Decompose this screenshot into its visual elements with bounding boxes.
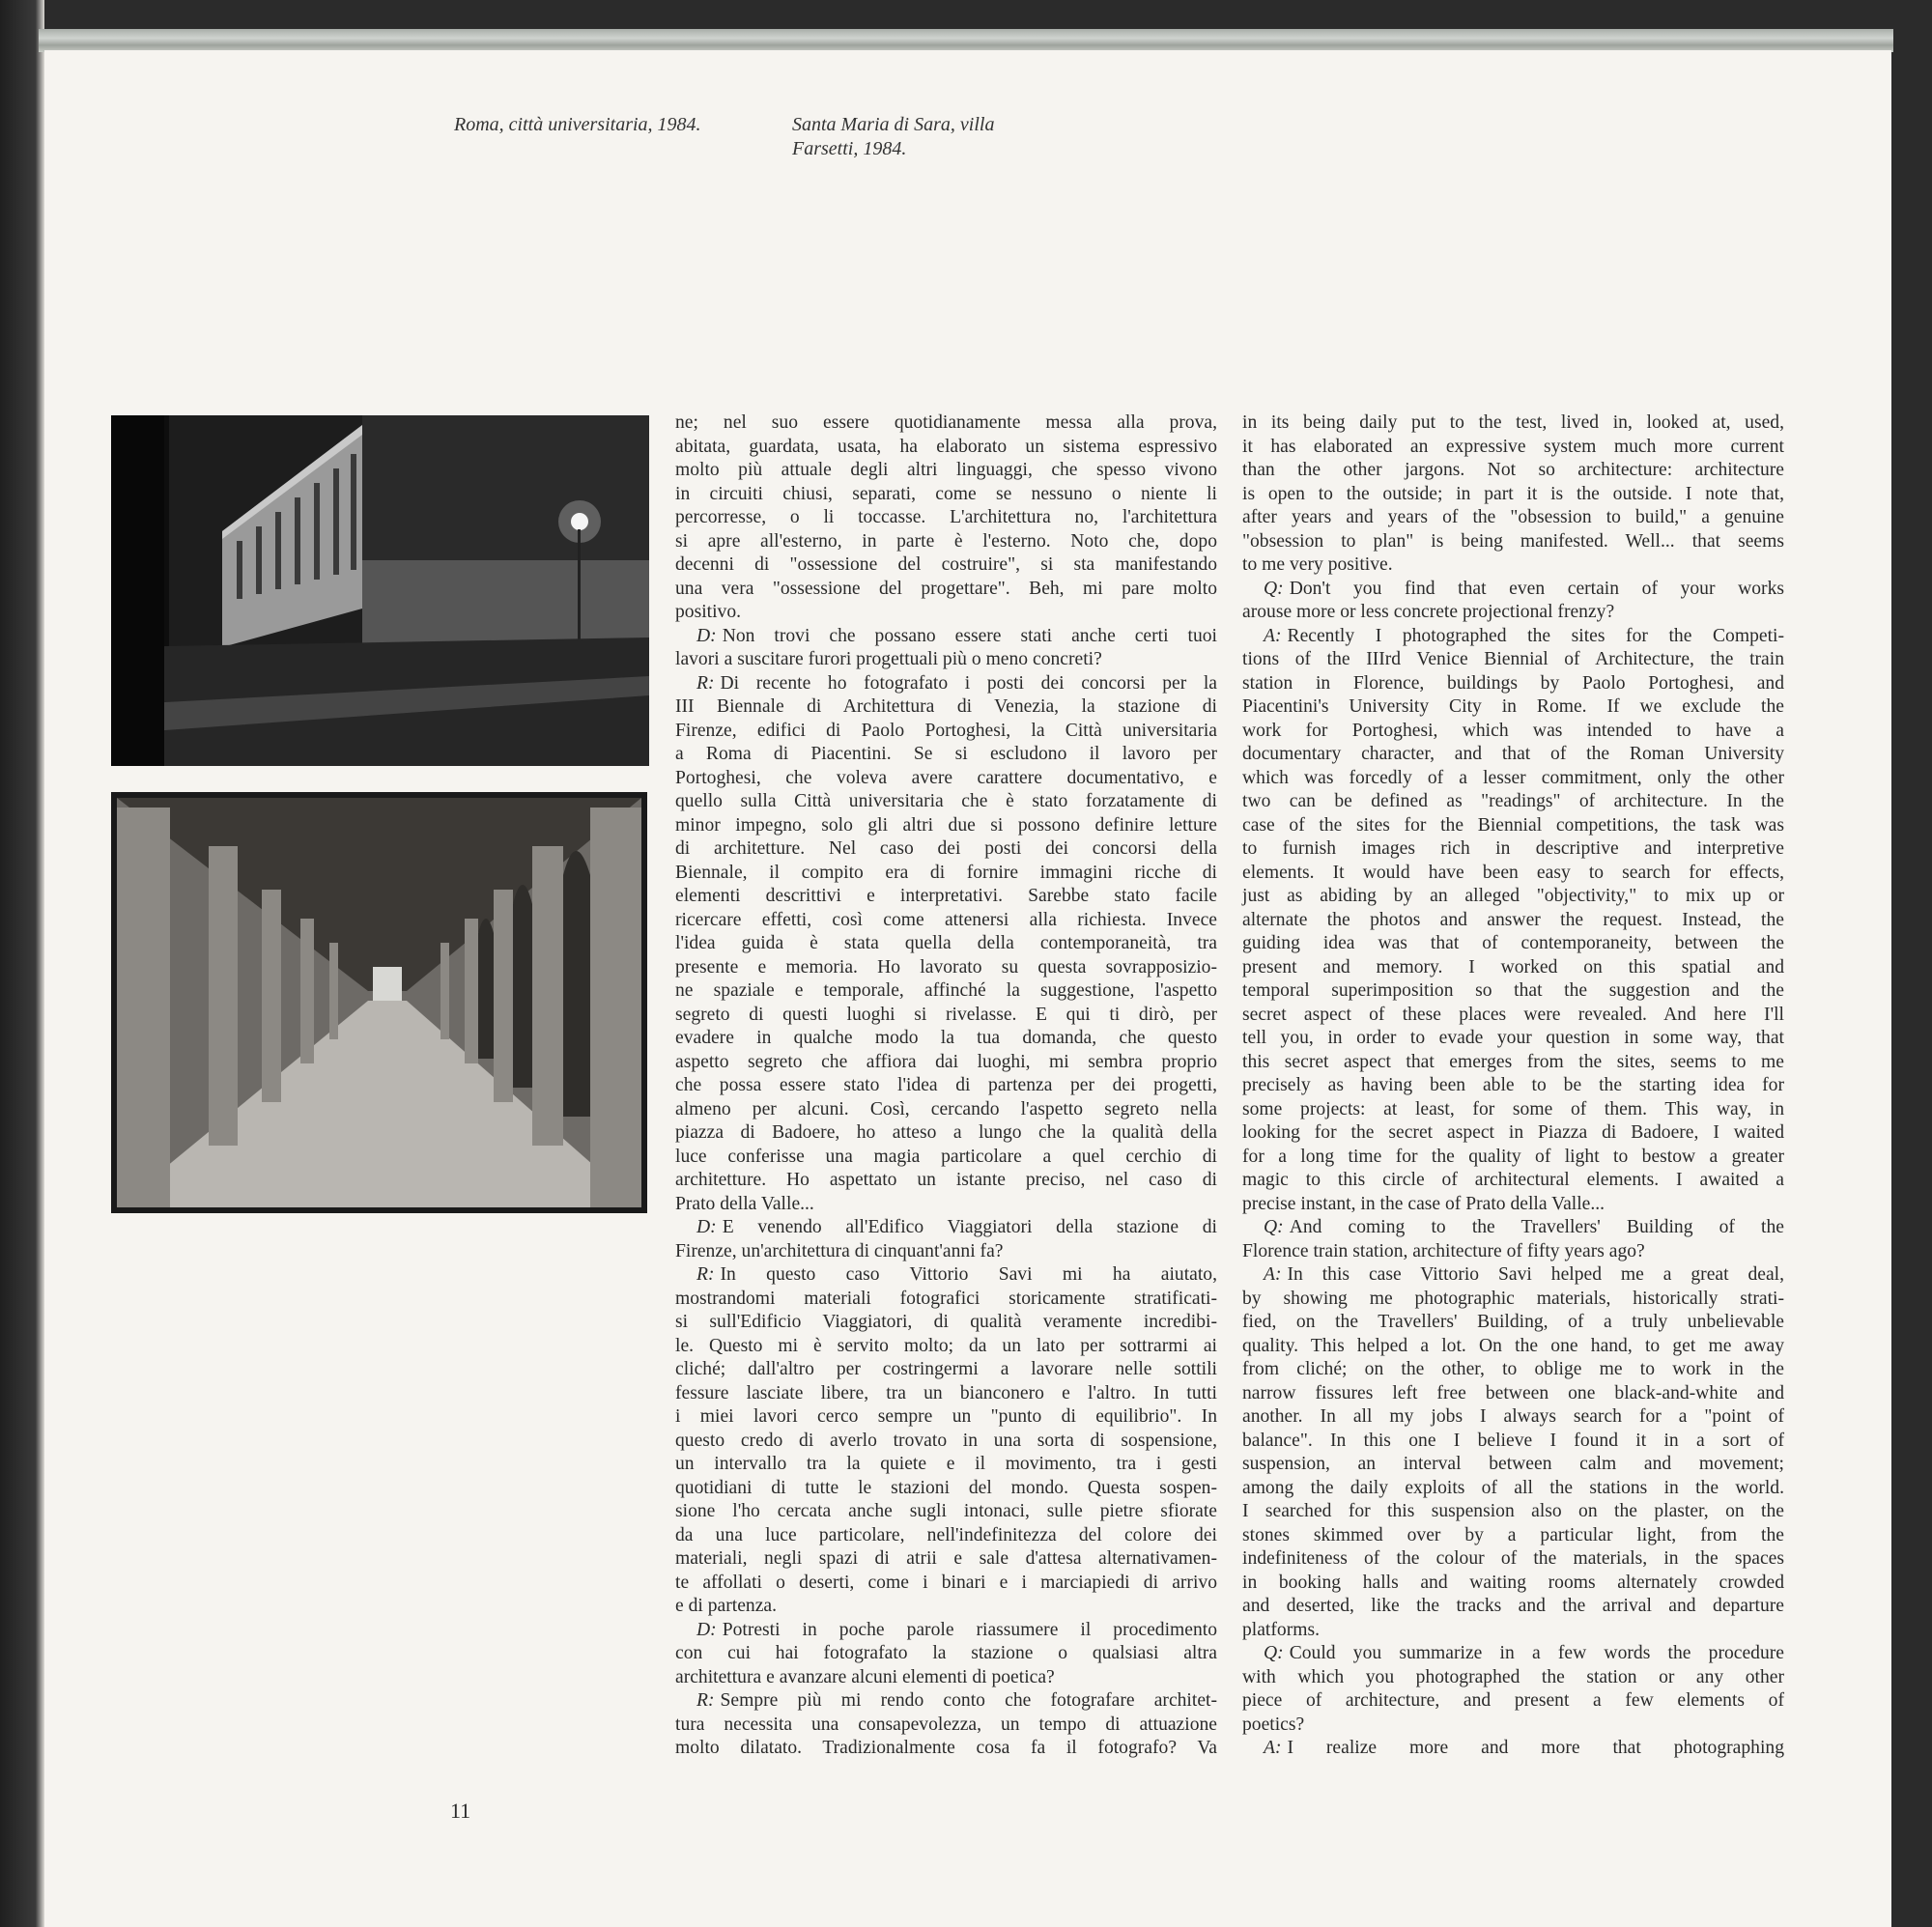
text-line — [675, 790, 1217, 814]
text-line — [675, 1642, 1217, 1666]
line-text: in circuiti chiusi, separati, come se nessuno o niente li — [675, 483, 1217, 504]
text-line — [1242, 1714, 1784, 1738]
text-line — [675, 648, 1217, 672]
line-text: si apre all'esterno, in parte è l'esterno. Noto che, dopo — [675, 530, 1217, 552]
text-line — [675, 956, 1217, 980]
line-text: quotidiani di tutte le stazioni del mondo. Questa sospen- — [675, 1477, 1217, 1498]
text-line — [1242, 720, 1784, 744]
text-line — [675, 814, 1217, 838]
line-text: fied, on the Travellers' Building, of a truly unbelievable — [1242, 1312, 1784, 1332]
line-text: for a long time for the quality of light to bestow a greater — [1242, 1146, 1784, 1167]
line-text: this secret aspect that emerges from the sites, seems to me — [1242, 1051, 1784, 1072]
caption-santa-maria-line2: Farsetti, 1984. — [792, 138, 907, 159]
line-text: di architetture. Nel caso dei posti dei concorsi della — [675, 838, 1217, 859]
text-line — [1242, 1263, 1784, 1288]
text-line — [675, 625, 1217, 649]
line-text: to furnish images rich in descriptive and interpretive — [1242, 838, 1784, 859]
line-text: III Biennale di Architettura di Venezia, la stazione di — [675, 696, 1217, 717]
line-text: Piacentini's University City in Rome. If we exclude the — [1242, 696, 1784, 717]
text-line — [675, 932, 1217, 956]
text-line — [1242, 506, 1784, 530]
line-text: Prato della Valle... — [675, 1193, 814, 1214]
text-line — [675, 1619, 1217, 1643]
line-text: documentary character, and that of the Roman University — [1242, 744, 1784, 764]
line-text: aspetto segreto che affiora dai luoghi, mi sembra proprio — [675, 1051, 1217, 1072]
line-text: Firenze, edifici di Paolo Portoghesi, la Città universitaria — [675, 720, 1217, 741]
text-line — [675, 1595, 1217, 1619]
text-line — [1242, 1004, 1784, 1028]
line-text: piazza di Badoere, ho atteso a lungo che la qualità della — [675, 1122, 1217, 1143]
line-text: da una luce particolare, nell'indefinitezza del colore dei — [675, 1524, 1217, 1545]
text-line — [1242, 625, 1784, 649]
line-text: una vera "ossessione del progettare". Beh, mi pare molto — [675, 578, 1217, 599]
text-line — [1242, 790, 1784, 814]
book-page-edges — [39, 29, 1893, 52]
text-line — [675, 885, 1217, 909]
text-line — [1242, 530, 1784, 554]
text-line — [675, 1193, 1217, 1217]
line-text: Firenze, un'architettura di cinquant'anni fa? — [675, 1240, 1004, 1261]
line-text: almeno per alcuni. Così, cercando l'aspetto segreto nella — [675, 1098, 1217, 1119]
line-text: poetics? — [1242, 1714, 1305, 1735]
line-text: "obsession to plan" is being manifested. Well... that seems — [1242, 530, 1784, 552]
text-line — [675, 720, 1217, 744]
text-line — [1242, 578, 1784, 602]
line-text: suspension, an interval between calm and movement; — [1242, 1454, 1784, 1474]
text-line — [1242, 1240, 1784, 1264]
line-text: alternate the photos and answer the request. Instead, the — [1242, 909, 1784, 930]
text-line — [1242, 1311, 1784, 1335]
line-text: quality. This helped a lot. On the one hand, to get me away — [1242, 1335, 1784, 1356]
text-line — [1242, 1335, 1784, 1359]
line-text: Could you summarize in a few words the procedure — [1289, 1643, 1784, 1663]
line-text: materiali, negli spazi di atrii e sale d'attesa alternativamen- — [675, 1548, 1217, 1569]
text-line — [675, 909, 1217, 933]
line-text: guiding idea was that of contemporaneity, between the — [1242, 933, 1784, 953]
line-text: E venendo all'Edifico Viaggiatori della stazione di — [722, 1217, 1217, 1237]
speaker-label: D: — [696, 625, 717, 646]
speaker-label: D: — [696, 1619, 717, 1640]
caption-santa-maria-line1: Santa Maria di Sara, villa — [792, 114, 995, 135]
line-text: some projects: at least, for some of them. This way, in — [1242, 1098, 1784, 1119]
line-text: l'idea guida è stata quella della contemporaneità, tra — [675, 933, 1217, 953]
text-line — [1242, 1098, 1784, 1122]
line-text: Florence train station, architecture of fifty years ago? — [1242, 1240, 1645, 1261]
text-line — [1242, 436, 1784, 460]
speaker-label: Q: — [1264, 578, 1284, 599]
line-text: luce conferisse una magia particolare a quel cerchio di — [675, 1146, 1217, 1167]
text-line — [675, 1572, 1217, 1596]
line-text: tell you, in order to evade your question in some way, that — [1242, 1028, 1784, 1048]
text-line — [675, 1477, 1217, 1501]
text-line — [1242, 483, 1784, 507]
text-line — [675, 530, 1217, 554]
line-text: percorresse, o li toccasse. L'architettura no, l'architettura — [675, 507, 1217, 527]
speaker-label: A: — [1264, 625, 1282, 646]
text-line — [1242, 648, 1784, 672]
text-line — [1242, 956, 1784, 980]
caption-roma: Roma, città universitaria, 1984. — [454, 114, 701, 135]
text-line — [675, 1689, 1217, 1714]
line-text: Non trovi che possano essere stati anche certi tuoi — [722, 625, 1217, 646]
line-text: I searched for this suspension also on the plaster, on the — [1242, 1501, 1784, 1521]
text-line — [675, 1263, 1217, 1288]
line-text: molto dilatato. Tradizionalmente cosa fa il fotografo? Va — [675, 1738, 1217, 1758]
speaker-label: Q: — [1264, 1217, 1284, 1237]
text-line — [1242, 1382, 1784, 1406]
line-text: cliché; dall'altro per costringermi a lavorare nelle sottili — [675, 1359, 1217, 1379]
text-line — [1242, 1477, 1784, 1501]
text-line — [1242, 1547, 1784, 1572]
line-text: station in Florence, buildings by Paolo Portoghesi, and — [1242, 672, 1784, 694]
line-text: architettura e avanzare alcuni elementi di poetica? — [675, 1666, 1055, 1687]
text-line — [675, 1240, 1217, 1264]
text-line — [1242, 862, 1784, 886]
text-line — [1242, 932, 1784, 956]
text-line — [675, 411, 1217, 436]
line-text: by showing me photographic materials, historically strati- — [1242, 1288, 1784, 1309]
line-text: tura necessita una consapevolezza, un tempo di attuazione — [675, 1714, 1217, 1735]
text-line — [1242, 1121, 1784, 1146]
line-text: just as abiding by an alleged "objectivity," to mix up or — [1242, 886, 1784, 906]
line-text: case of the sites for the Biennial competitions, the task was — [1242, 814, 1784, 836]
line-text: elements. It would have been easy to search for effects, — [1242, 862, 1784, 883]
text-line — [1242, 1642, 1784, 1666]
text-line — [675, 1547, 1217, 1572]
text-line — [1242, 1146, 1784, 1170]
speaker-label: R: — [696, 672, 715, 694]
text-line — [675, 459, 1217, 483]
line-text: tions of the IIIrd Venice Biennial of Architecture, the train — [1242, 649, 1784, 669]
line-text: And coming to the Travellers' Building of the — [1289, 1217, 1784, 1237]
text-line — [675, 1051, 1217, 1075]
speaker-label: R: — [696, 1690, 715, 1711]
text-line — [675, 1027, 1217, 1051]
line-text: evadere in qualche modo la tua domanda, che questo — [675, 1028, 1217, 1048]
line-text: indefiniteness of the colour of the materials, in the spaces — [1242, 1548, 1784, 1569]
line-text: i miei lavori cerco sempre un "punto di equilibrio". In — [675, 1406, 1217, 1427]
line-text: mostrandomi materiali fotografici storicamente stratificati- — [675, 1288, 1217, 1309]
line-text: another. In all my jobs I always search for a "point of — [1242, 1406, 1784, 1427]
line-text: is open to the outside; in part it is the outside. I note that, — [1242, 483, 1784, 504]
text-line — [1242, 1430, 1784, 1454]
line-text: molto più attuale degli altri linguaggi, che spesso vivono — [675, 460, 1217, 480]
text-line — [1242, 1216, 1784, 1240]
text-line — [675, 767, 1217, 791]
line-text: Don't you find that even certain of your works — [1289, 578, 1784, 599]
line-text: present and memory. I worked on this spatial and — [1242, 956, 1784, 978]
line-text: decenni di "ossessione del costruire", si sta manifestando — [675, 554, 1217, 575]
text-line — [1242, 1169, 1784, 1193]
line-text: quello sulla Città universitaria che è stato forzatamente di — [675, 791, 1217, 811]
text-line — [1242, 1405, 1784, 1430]
line-text: from cliché; on the other, to oblige me to work in the — [1242, 1359, 1784, 1379]
photo-villa-farsetti-arcade — [111, 792, 647, 1213]
line-text: balance". In this one I believe I found it in a sort of — [1242, 1430, 1784, 1451]
text-line — [1242, 743, 1784, 767]
text-line — [675, 1524, 1217, 1548]
line-text: fessure lasciate libere, tra un bianconero e l'altro. In tutti — [675, 1382, 1217, 1403]
line-text: in booking halls and waiting rooms alternately crowded — [1242, 1572, 1784, 1593]
text-line — [675, 1146, 1217, 1170]
line-text: it has elaborated an expressive system much more current — [1242, 436, 1784, 457]
line-text: precisely as having been able to be the starting idea for — [1242, 1075, 1784, 1095]
text-line — [1242, 837, 1784, 862]
line-text: among the daily exploits of all the stations in the world. — [1242, 1477, 1784, 1498]
line-text: to me very positive. — [1242, 554, 1393, 575]
text-line — [675, 1737, 1217, 1761]
text-line — [1242, 885, 1784, 909]
speaker-label: A: — [1264, 1738, 1282, 1758]
text-line — [1242, 459, 1784, 483]
line-text: lavori a suscitare furori progettuali più o meno concreti? — [675, 649, 1102, 669]
text-line — [1242, 1453, 1784, 1477]
text-line — [675, 1405, 1217, 1430]
text-line — [1242, 672, 1784, 696]
line-text: Sempre più mi rendo conto che fotografare architet- — [720, 1690, 1217, 1711]
line-text: work for Portoghesi, which was intended to have a — [1242, 720, 1784, 741]
speaker-label: A: — [1264, 1264, 1282, 1285]
text-line — [1242, 1689, 1784, 1714]
text-line — [675, 1430, 1217, 1454]
line-text: minor impegno, solo gli altri due si possono definire letture — [675, 814, 1217, 836]
line-text: segreto di questi luoghi si rivelasse. E qui ti dirò, per — [675, 1004, 1217, 1025]
english-text-column — [1242, 411, 1784, 1761]
line-text: Recently I photographed the sites for the Competi- — [1287, 625, 1784, 646]
line-text: with which you photographed the station or any other — [1242, 1666, 1784, 1687]
line-text: si sull'Edificio Viaggiatori, di qualità veramente incredibi- — [675, 1312, 1217, 1332]
text-line — [675, 506, 1217, 530]
scan-left-edge — [0, 0, 44, 1927]
line-text: ricercare effetti, così come attenersi alla richiesta. Invece — [675, 909, 1217, 930]
line-text: te affollati o deserti, come i binari e i marciapiedi di arrivo — [675, 1572, 1217, 1593]
text-line — [1242, 1619, 1784, 1643]
line-text: sione l'ho cercata anche sugli intonaci, sulle pietre sfiorate — [675, 1501, 1217, 1521]
text-line — [675, 1169, 1217, 1193]
text-line — [675, 1500, 1217, 1524]
line-text: after years and years of the "obsession to build," a genuine — [1242, 507, 1784, 527]
line-text: I realize more and more that photographing — [1287, 1738, 1784, 1758]
line-text: narrow fissures left free between one black-and-white and — [1242, 1382, 1784, 1403]
line-text: two can be defined as "readings" of architecture. In the — [1242, 791, 1784, 811]
text-line — [1242, 1572, 1784, 1596]
text-line — [1242, 1666, 1784, 1690]
line-text: Biennale, il compito era di fornire immagini ricche di — [675, 862, 1217, 883]
line-text: and deserted, like the tracks and the arrival and departure — [1242, 1596, 1784, 1616]
text-line — [1242, 695, 1784, 720]
text-line — [675, 1335, 1217, 1359]
line-text: arouse more or less concrete projectional frenzy? — [1242, 602, 1615, 622]
line-text: platforms. — [1242, 1619, 1320, 1640]
text-line — [1242, 767, 1784, 791]
line-text: e di partenza. — [675, 1596, 777, 1616]
line-text: elementi descrittivi e interpretativi. Sarebbe stato facile — [675, 886, 1217, 906]
line-text: ne spaziale e temporale, affinché la suggestione, l'aspetto — [675, 980, 1217, 1001]
speaker-label: Q: — [1264, 1643, 1284, 1663]
text-line — [675, 1004, 1217, 1028]
text-line — [675, 1382, 1217, 1406]
photo-roma-citta-universitaria — [111, 415, 649, 766]
text-line — [675, 1311, 1217, 1335]
text-line — [675, 1714, 1217, 1738]
line-text: un intervallo tra la quiete e il movimento, tra i gesti — [675, 1454, 1217, 1474]
text-line — [675, 1358, 1217, 1382]
line-text: le. Questo mi è servito molto; da un lato per sottrarmi ai — [675, 1335, 1217, 1356]
text-line — [1242, 411, 1784, 436]
text-line — [675, 862, 1217, 886]
text-line — [675, 601, 1217, 625]
line-text: stones skimmed over by a particular light, from the — [1242, 1524, 1784, 1545]
text-line — [1242, 553, 1784, 578]
speaker-label: D: — [696, 1217, 717, 1237]
line-text: secret aspect of these places were revealed. And here I'll — [1242, 1004, 1784, 1025]
text-line — [1242, 1288, 1784, 1312]
text-line — [1242, 1500, 1784, 1524]
line-text: questo credo di averlo trovato in una sorta di sospensione, — [675, 1430, 1217, 1451]
italian-text-column — [675, 411, 1217, 1761]
text-line — [1242, 1027, 1784, 1051]
text-line — [1242, 1074, 1784, 1098]
line-text: Portoghesi, che voleva avere carattere documentativo, e — [675, 767, 1217, 788]
text-line — [675, 837, 1217, 862]
text-line — [675, 672, 1217, 696]
text-line — [675, 1288, 1217, 1312]
text-line — [675, 979, 1217, 1004]
line-text: ne; nel suo essere quotidianamente messa alla prova, — [675, 412, 1217, 433]
text-line — [1242, 909, 1784, 933]
line-text: a Roma di Piacentini. Se si escludono il lavoro per — [675, 744, 1217, 764]
text-line — [675, 1074, 1217, 1098]
line-text: In this case Vittorio Savi helped me a great deal, — [1287, 1264, 1784, 1285]
text-line — [1242, 1595, 1784, 1619]
text-line — [1242, 1737, 1784, 1761]
text-line — [1242, 1524, 1784, 1548]
text-line — [675, 743, 1217, 767]
line-text: Di recente ho fotografato i posti dei concorsi per la — [720, 672, 1217, 694]
line-text: presente e memoria. Ho lavorato su questa sovrapposizio- — [675, 956, 1217, 978]
line-text: which was forcedly of a lesser commitment, only the other — [1242, 767, 1784, 788]
text-line — [1242, 1051, 1784, 1075]
text-line — [675, 553, 1217, 578]
line-text: positivo. — [675, 602, 742, 622]
text-line — [1242, 1358, 1784, 1382]
line-text: Potresti in poche parole riassumere il procedimento — [722, 1619, 1217, 1640]
text-line — [1242, 814, 1784, 838]
line-text: precise instant, in the case of Prato della Valle... — [1242, 1193, 1605, 1214]
line-text: looking for the secret aspect in Piazza di Badoere, I waited — [1242, 1122, 1784, 1143]
line-text: in its being daily put to the test, lived in, looked at, used, — [1242, 412, 1784, 433]
text-line — [675, 483, 1217, 507]
text-line — [675, 1121, 1217, 1146]
text-line — [675, 578, 1217, 602]
line-text: abitata, guardata, usata, ha elaborato un sistema espressivo — [675, 436, 1217, 457]
text-line — [675, 1666, 1217, 1690]
line-text: architetture. Ho aspettato un istante preciso, nel caso di — [675, 1170, 1217, 1190]
speaker-label: R: — [696, 1264, 715, 1285]
line-text: con cui hai fotografato la stazione o qualsiasi altra — [675, 1643, 1217, 1663]
text-line — [1242, 979, 1784, 1004]
line-text: In questo caso Vittorio Savi mi ha aiutato, — [720, 1264, 1217, 1285]
text-line — [675, 436, 1217, 460]
text-line — [1242, 1193, 1784, 1217]
page-number: 11 — [450, 1799, 471, 1823]
line-text: than the other jargons. Not so architecture: architecture — [1242, 460, 1784, 480]
text-line — [1242, 601, 1784, 625]
text-line — [675, 1453, 1217, 1477]
line-text: temporal superimposition so that the suggestion and the — [1242, 980, 1784, 1001]
line-text: che possa essere stato l'idea di partenza per dei progetti, — [675, 1075, 1217, 1095]
line-text: piece of architecture, and present a few elements of — [1242, 1690, 1784, 1711]
text-line — [675, 1098, 1217, 1122]
line-text: magic to this circle of architectural elements. I awaited a — [1242, 1170, 1784, 1190]
text-line — [675, 1216, 1217, 1240]
text-line — [675, 695, 1217, 720]
